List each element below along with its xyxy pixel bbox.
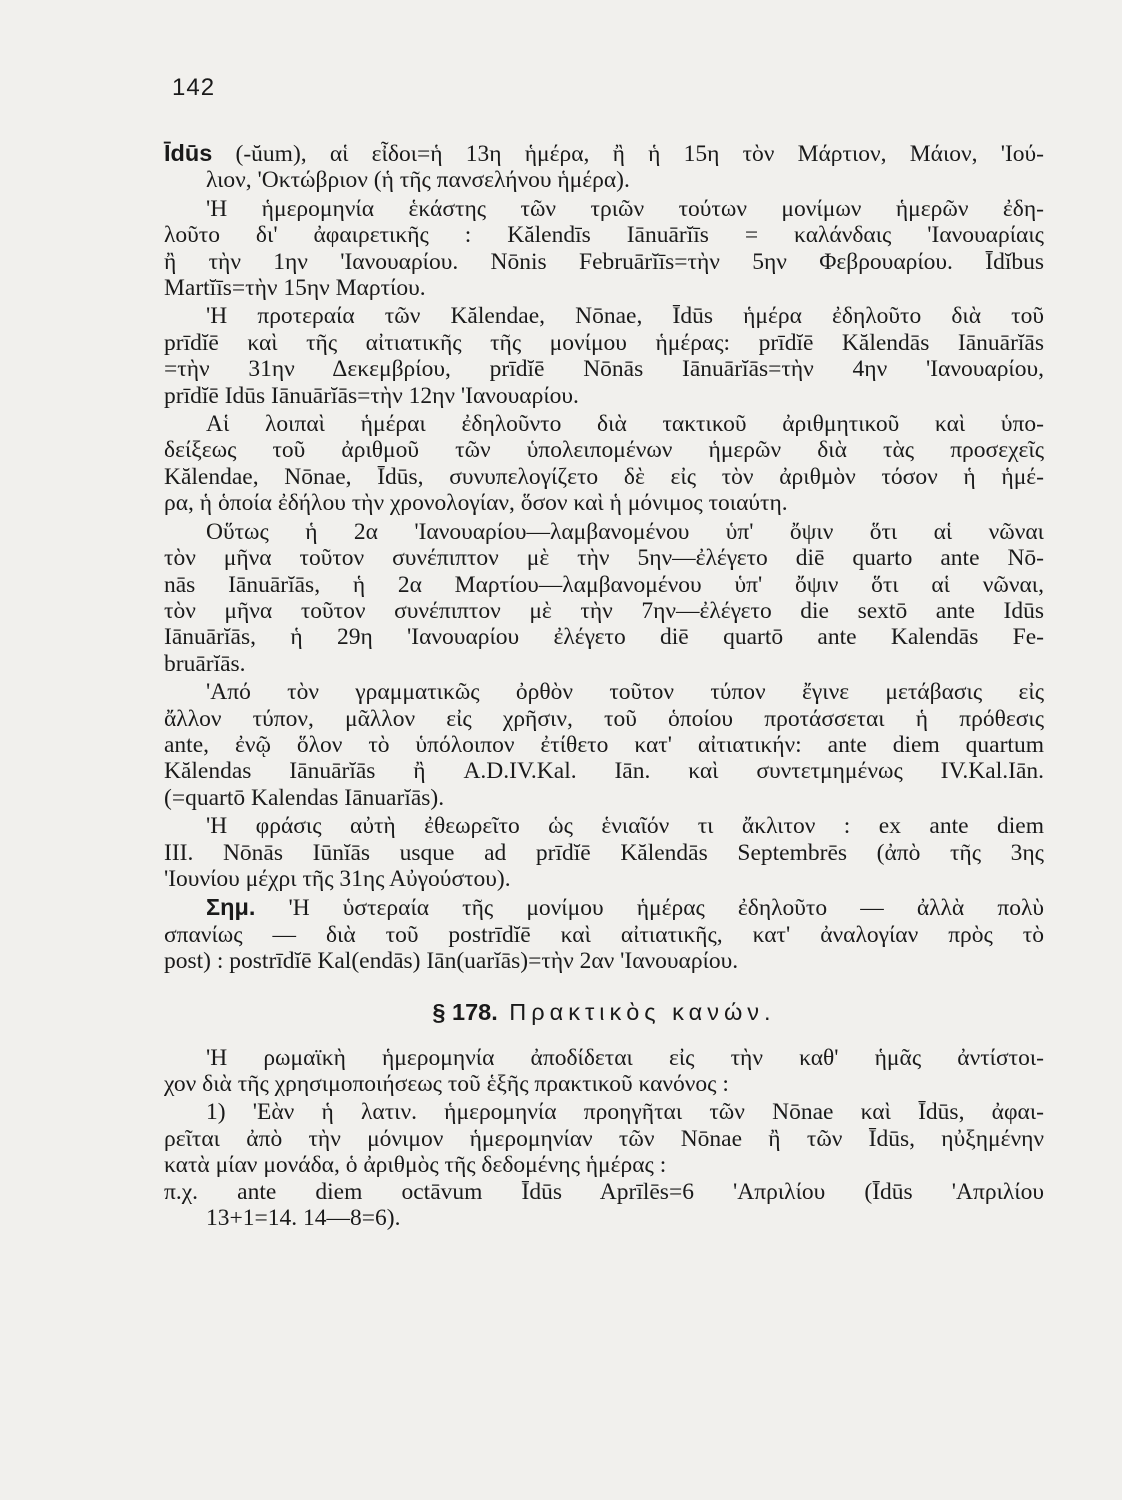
p5-line-1: 'Από τὸν γραμματικῶς ὀρθὸν τοῦτον τύπον ἔγινε μετάβασις εἰς xyxy=(206,679,1044,706)
p6-line-3: 'Ιουνίου μέχρι τῆς 31ης Αὐγούστου). xyxy=(164,865,511,892)
page-number: 142 xyxy=(172,74,216,101)
entry-term: Īdūs xyxy=(164,140,213,166)
p6-line-1: 'Η φράσις αὐτὴ ἐθεωρεῖτο ὡς ἑνιαῖόν τι ἄκλιτον : ex ante diem xyxy=(206,813,1044,840)
p5-line-3: ante, ἐνῷ ὅλον τὸ ὑπόλοιπον ἐτίθετο κατ' αἰτιατικήν: ante diem quartum xyxy=(164,731,1044,758)
rule1-line-2: ρεῖται ἀπὸ τὴν μόνιμον ἡμερομηνίαν τῶν Nōnae ἢ τῶν Īdūs, ηὐξημένην xyxy=(164,1125,1044,1152)
p1-line-4: Martĭīs=τὴν 15ην Μαρτίου. xyxy=(164,275,426,302)
section-title: Πρακτικὸς κανών. xyxy=(509,998,776,1025)
note-line-1 xyxy=(164,894,1044,921)
note-label: Σημ. xyxy=(206,894,256,921)
p5-line-5: (=quartō Kalendas Iānuarĭās). xyxy=(164,784,445,811)
p3-line-1: Αἱ λοιπαὶ ἡμέραι ἐδηλοῦντο διὰ τακτικοῦ ἀριθμητικοῦ καὶ ὑπο- xyxy=(206,411,1044,438)
p3-line-4: ρα, ἡ ὁποία ἐδήλου τὴν χρονολογίαν, ὅσον καὶ ἡ μόνιμος τοιαύτη. xyxy=(164,490,788,517)
example-line-2: 13+1=14. 14—8=6). xyxy=(206,1205,401,1232)
note-line-3: post) : postrīdĭē Kal(endās) Iān(uarĭās)=τὴν 2αν 'Ιανουαρίου. xyxy=(164,948,739,975)
p7-line-1: 'Η ρωμαϊκὴ ἡμερομηνία ἀποδίδεται εἰς τὴν καθ' ἡμᾶς ἀντίστοι- xyxy=(206,1044,1044,1071)
note-text: 'Η ὑστεραία τῆς μονίμου ἡμέρας ἐδηλοῦτο — ἀλλὰ πολὺ xyxy=(288,895,1044,922)
p1-line-1: 'Η ἡμερομηνία ἑκάστης τῶν τριῶν τούτων μονίμων ἡμερῶν ἐδη- xyxy=(206,195,1044,222)
rule1-line-1: 1) 'Εὰν ἡ λατιν. ἡμερομηνία προηγῆται τῶν Nōnae καὶ Īdūs, ἀφαι- xyxy=(206,1099,1044,1126)
p4-line-6: bruārĭās. xyxy=(164,650,246,677)
section-number: § 178. xyxy=(432,998,498,1025)
p2-line-3: =τὴν 31ην Δεκεμβρίου, prīdĭē Nōnās Iānuārĭās=τὴν 4ην 'Ιανουαρίου, xyxy=(164,356,1044,383)
entry-definition: (-ŭum), αἱ εἶδοι=ἡ 13η ἡμέρα, ἢ ἡ 15η τὸν Μάρτιον, Μάιον, 'Ιού- xyxy=(235,141,1045,167)
page-body xyxy=(164,140,1044,1231)
example-label: π.χ. xyxy=(164,1178,199,1205)
p2-line-2: prīdĭē καὶ τῆς αἰτιατικῆς τῆς μονίμου ἡμέρας: prīdĭē Kălendās Iānuārĭās xyxy=(164,329,1044,356)
p7-line-2: χον διὰ τῆς χρησιμοποιήσεως τοῦ ἑξῆς πρακτικοῦ κανόνος : xyxy=(164,1071,729,1097)
p2-line-4: prīdĭē Idūs Iānuārĭās=τὴν 12ην 'Ιανουαρίου. xyxy=(164,382,579,409)
p1-line-3: ἢ τὴν 1ην 'Ιανουαρίου. Nōnis Februārĭīs=τὴν 5ην Φεβρουαρίου. Īdĭbus xyxy=(164,248,1044,275)
p6-line-2: III. Nōnās Iūnĭās usque ad prīdĭē Kălendās Septembrēs (ἀπὸ τῆς 3ης xyxy=(164,839,1044,866)
p5-line-2: ἄλλον τύπον, μᾶλλον εἰς χρῆσιν, τοῦ ὁποίου προτάσσεται ἡ πρόθεσις xyxy=(164,705,1044,732)
p3-line-2: δείξεως τοῦ ἀριθμοῦ τῶν ὑπολειπομένων ἡμερῶν διὰ τὰς προσεχεῖς xyxy=(164,437,1044,464)
p4-line-5: Iānuārĭās, ἡ 29η 'Ιανουαρίου ἐλέγετο diē quartō ante Kalendās Fe- xyxy=(164,624,1044,651)
p3-line-3: Kălendae, Nōnae, Īdūs, συνυπελογίζετο δὲ εἰς τὸν ἀριθμὸν τόσον ἡ ἡμέ- xyxy=(164,463,1044,490)
p4-line-2: τὸν μῆνα τοῦτον συνέπιπτον μὲ τὴν 5ην—ἐλέγετο diē quarto ante Nō- xyxy=(164,545,1044,572)
note-line-2: σπανίως — διὰ τοῦ postrīdĭē καὶ αἰτιατικῆς, κατ' ἀναλογίαν πρὸς τὸ xyxy=(164,921,1044,948)
p4-line-4: τὸν μῆνα τοῦτον συνέπιπτον μὲ τὴν 7ην—ἐλέγετο die sextō ante Idūs xyxy=(164,597,1044,624)
p4-line-1: Οὕτως ἡ 2α 'Ιανουαρίου—λαμβανομένου ὑπ' ὄψιν ὅτι αἱ νῶναι xyxy=(206,518,1044,545)
entry-line-1 xyxy=(164,140,1044,167)
section-heading xyxy=(164,997,1044,1027)
p1-line-2: λοῦτο δι' ἀφαιρετικῆς : Kălendīs Iānuārĭīs = καλάνδαις 'Ιανουαρίαις xyxy=(164,222,1044,249)
example-text: ante diem octāvum Īdūs Aprīlēs=6 'Απριλίου (Īdūs 'Απριλίου xyxy=(237,1178,1044,1205)
example-line-1 xyxy=(164,1179,1044,1205)
p4-line-3: nās Iānuārĭās, ἡ 2α Μαρτίου—λαμβανομένου ὑπ' ὄψιν ὅτι αἱ νῶναι, xyxy=(164,571,1044,598)
entry-line-2: λιον, 'Οκτώβριον (ἡ τῆς πανσελήνου ἡμέρα). xyxy=(206,167,630,194)
p5-line-4: Kălendas Iānuārĭās ἢ A.D.IV.Kal. Iān. καὶ συντετμημένως IV.Kal.Iān. xyxy=(164,758,1044,785)
p2-line-1: 'Η προτεραία τῶν Kălendae, Nōnae, Īdūs ἡμέρα ἐδηλοῦτο διὰ τοῦ xyxy=(206,303,1044,330)
rule1-line-3: κατὰ μίαν μονάδα, ὁ ἀριθμὸς τῆς δεδομένης ἡμέρας : xyxy=(164,1152,667,1179)
